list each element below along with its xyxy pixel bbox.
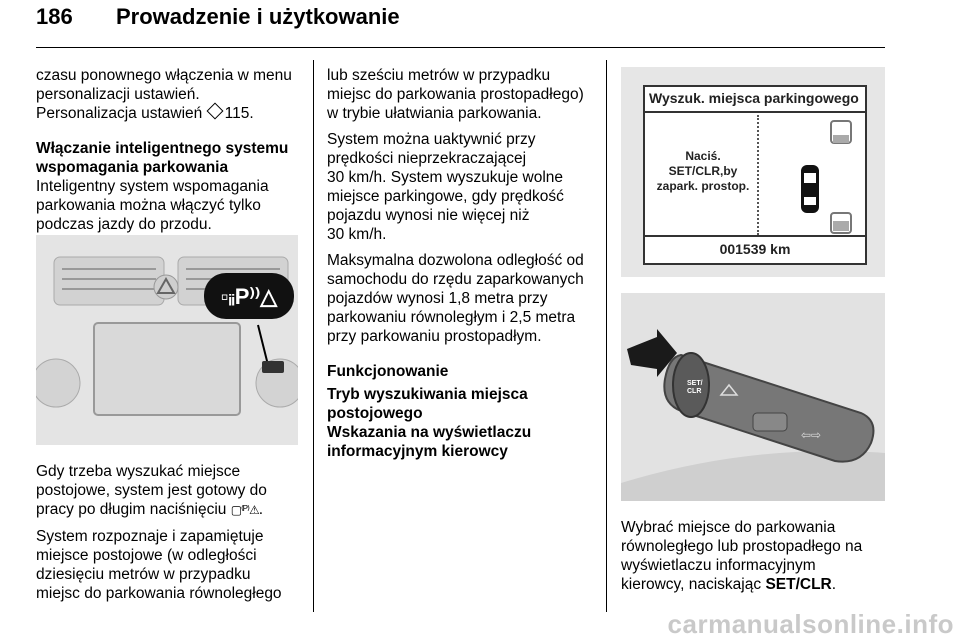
svg-text:▫ᵢᵢP⁾⁾△: ▫ᵢᵢP⁾⁾△ (220, 284, 278, 309)
text-line: Personalizacja ustawień (36, 105, 203, 122)
display-title: Wyszuk. miejsca parkingowego (649, 90, 859, 106)
reference-arrow-icon (206, 103, 223, 120)
driver-display-figure (621, 67, 885, 277)
paragraph: System rozpoznaje i zapamiętuje miejsce postojowe (w odległości dziesięciu metrów w przypadku miejsc do parkowania równoległego (36, 528, 282, 602)
column-1 (36, 66, 304, 241)
display-message: Naciś. SET/CLR,by zapark. prostop. (656, 149, 750, 193)
paragraph: Gdy trzeba wyszukać miejsce postojowe, system jest gotowy do pracy po długim naciśnięciu ▢⁽ᴾ⁾⚠. (36, 463, 267, 518)
text-line: czasu ponownego włączenia w menu (36, 67, 292, 84)
paragraph: System można uaktywnić przy prędkości nieprzekraczającej 30 km/h. System wyszukuje wolne miejsce parkingowe, gdy prędkość pojazdu wynosi nie więcej niż 30 km/h. (327, 131, 564, 243)
section-heading: Włączanie inteligentnego systemu wspomagania parkowania (36, 140, 289, 176)
paragraph (36, 66, 304, 123)
text-line: personalizacji ustawień. (36, 86, 200, 103)
park-assist-icon: ▢⁽ᴾ⁾⚠ (230, 503, 259, 517)
paragraph: Inteligentny system wspomagania parkowania można włączyć tylko podczas jazdy do przodu. (36, 178, 269, 233)
subsection-heading: Tryb wyszukiwania miejsca postojowego Wskazania na wyświetlaczu informacyjnym kierowcy (327, 386, 532, 460)
display-screen (643, 85, 867, 265)
set-clr-label-2: CLR (687, 388, 702, 395)
paragraph: Maksymalna dozwolona odległość od samochodu do rzędu zaparkowanych pojazdów wynosi 1,8 metra przy parkowaniu równoległym i 2,5 metra przy parkowaniu prostopadłym. (327, 252, 584, 345)
set-clr-label-1: SET/ (687, 380, 703, 387)
watermark: carmanualsonline.info (667, 609, 954, 639)
column-2 (327, 66, 599, 461)
page-title: Prowadzenie i użytkowanie (116, 4, 400, 29)
dashboard-figure (36, 235, 298, 445)
display-dotted-line (757, 115, 759, 235)
column-3 (621, 518, 885, 601)
stalk-figure (621, 293, 885, 501)
paragraph: Wybrać miejsce do parkowania równoległego lub prostopadłego na wyświetlaczu informacyjnym kierowcy, naciskając SET/CLR. (621, 519, 863, 593)
section-heading: Funkcjonowanie (327, 363, 449, 380)
display-divider-bottom (645, 235, 865, 237)
column-divider-2 (606, 60, 607, 612)
display-divider (645, 111, 865, 113)
column-divider-1 (313, 60, 314, 612)
car-icon (801, 165, 819, 213)
paragraph: lub sześciu metrów w przypadku miejsc do parkowania prostopadłego) w trybie ułatwiania parkowania. (327, 67, 584, 122)
page-reference: 115. (224, 105, 254, 122)
button-reference: SET/CLR (765, 576, 832, 593)
odometer-readout: 001539 km (719, 241, 791, 257)
parking-slot-graphics (795, 117, 861, 237)
svg-text:⇦⇨: ⇦⇨ (801, 428, 822, 442)
header-rule (36, 47, 885, 48)
page-number: 186 (36, 4, 73, 29)
column-1-lower (36, 462, 304, 610)
